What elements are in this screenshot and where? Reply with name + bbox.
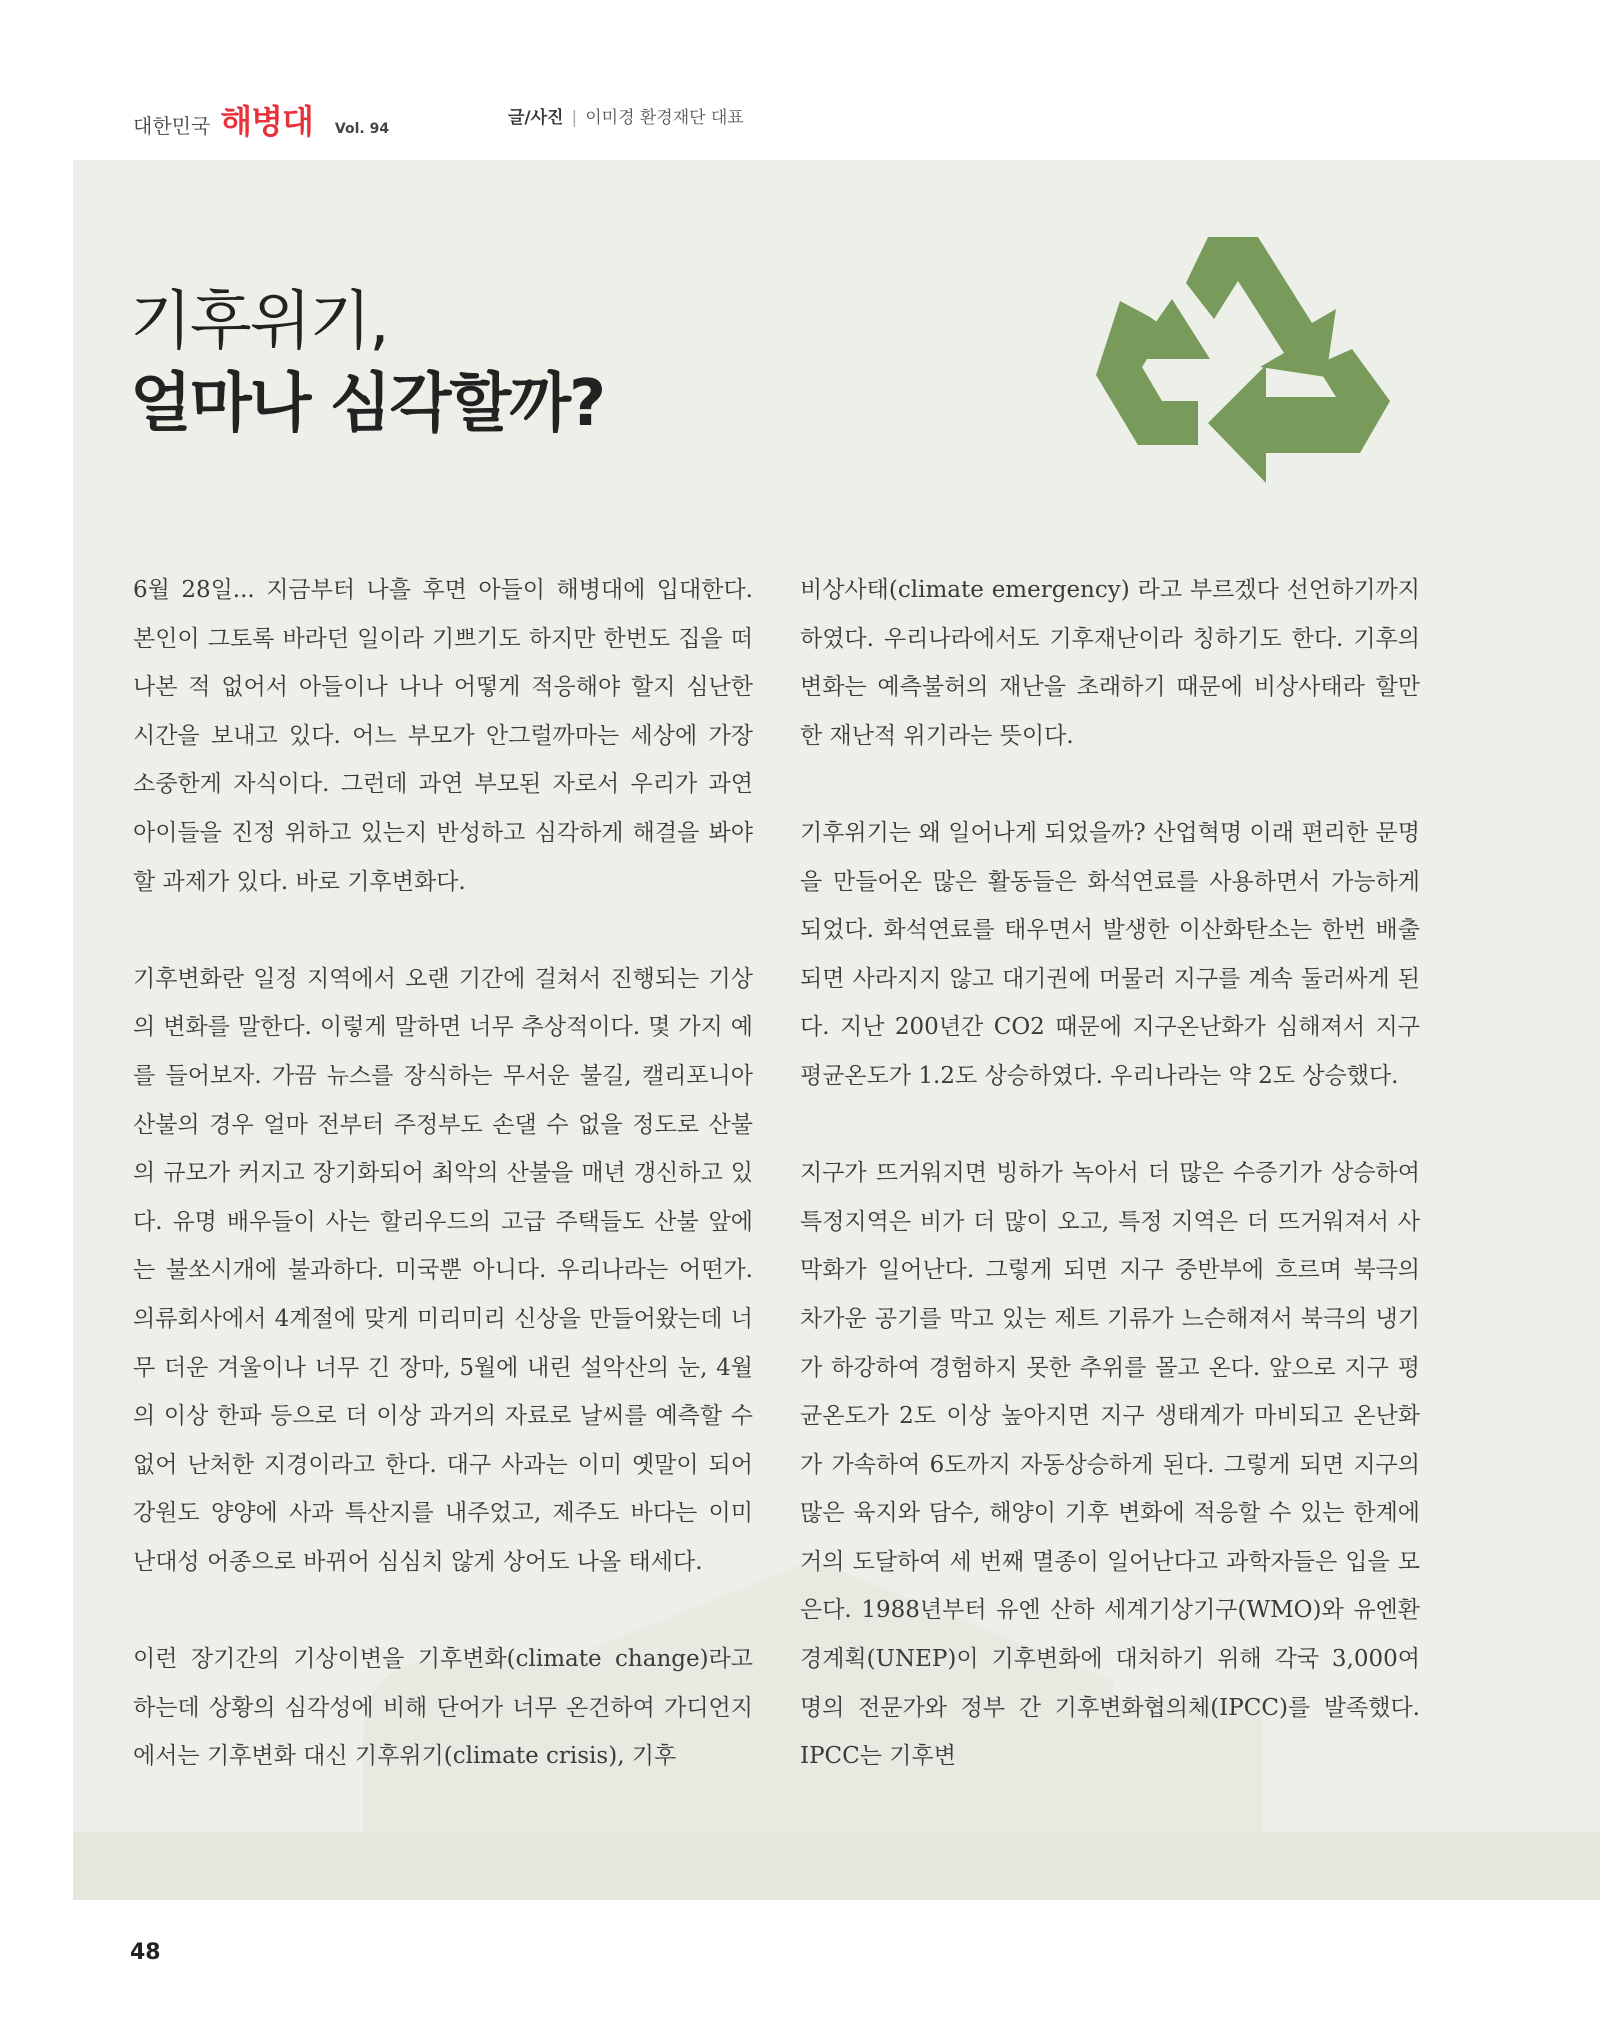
byline (508, 103, 744, 128)
title-line-1: 기후위기, (130, 285, 388, 359)
recycle-icon (1090, 225, 1410, 515)
byline-label: 글/사진 (508, 108, 564, 128)
volume-number: Vol. 94 (334, 121, 390, 137)
page-number: 48 (130, 1940, 161, 1965)
article-title (130, 282, 604, 444)
bottom-band (73, 1832, 1600, 1900)
paragraph: 기후변화란 일정 지역에서 오랜 기간에 걸쳐서 진행되는 기상의 변화를 말한다. 이렇게 말하면 너무 추상적이다. 몇 가지 예를 들어보자. 가끔 뉴스를 장식하는 무서운 불길, 캘리포니아 산불의 경우 얼마 전부터 주정부도 손댈 수 없을 정도로 산불의 규모가 커지고 장기화되어 최악의 산불을 매년 갱신하고 있다. 유명 배우들이 사는 할리우드의 고급 주택들도 산불 앞에는 불쏘시개에 불과하다. 미국뿐 아니다. 우리나라는 어떤가. 의류회사에서 4계절에 맞게 미리미리 신상을 만들어왔는데 너무 더운 겨울이나 너무 긴 장마, 5월에 내린 설악산의 눈, 4월의 이상 한파 등으로 더 이상 과거의 자료로 날씨를 예측할 수 없어 난처한 지경이라고 한다. 대구 사과는 이미 옛말이 되어 강원도 양양에 사과 특산지를 내주었고, 제주도 바다는 이미 난대성 어종으로 바뀌어 심심치 않게 상어도 나올 태세다. (133, 965, 753, 1575)
brand-prefix: 대한민국 (133, 114, 211, 138)
paragraph: 이런 장기간의 기상이변을 기후변화(climate change)라고 하는데 상황의 심각성에 비해 단어가 너무 온건하여 가디언지에서는 기후변화 대신 기후위기(climate crisis), 기후 (133, 1646, 753, 1770)
magazine-header (133, 96, 390, 141)
byline-separator: | (571, 108, 578, 128)
article-column-right (800, 566, 1420, 1829)
article-column-left (133, 566, 753, 1829)
brand-name: 해병대 (220, 102, 313, 141)
byline-author: 이미경 환경재단 대표 (585, 108, 744, 128)
paragraph: 6월 28일... 지금부터 나흘 후면 아들이 해병대에 입대한다. 본인이 그토록 바라던 일이라 기쁘기도 하지만 한번도 집을 떠나본 적 없어서 아들이나 나나 어떻게 적응해야 할지 심난한 시간을 보내고 있다. 어느 부모가 안그럴까마는 세상에 가장 소중한게 자식이다. 그런데 과연 부모된 자로서 우리가 과연 아이들을 진정 위하고 있는지 반성하고 심각하게 해결을 봐야 할 과제가 있다. 바로 기후변화다. (133, 577, 753, 895)
title-line-2: 얼마나 심각할까? (130, 367, 605, 441)
paragraph: 기후위기는 왜 일어나게 되었을까? 산업혁명 이래 편리한 문명을 만들어온 많은 활동들은 화석연료를 사용하면서 가능하게 되었다. 화석연료를 태우면서 발생한 이산화탄소는 한번 배출되면 사라지지 않고 대기권에 머물러 지구를 계속 둘러싸게 된다. 지난 200년간 CO2 때문에 지구온난화가 심해져서 지구 평균온도가 1.2도 상승하였다. 우리나라는 약 2도 상승했다. (800, 819, 1420, 1089)
paragraph: 비상사태(climate emergency) 라고 부르겠다 선언하기까지 하였다. 우리나라에서도 기후재난이라 칭하기도 한다. 기후의 변화는 예측불허의 재난을 초래하기 때문에 비상사태라 할만한 재난적 위기라는 뜻이다. (800, 577, 1420, 749)
paragraph: 지구가 뜨거워지면 빙하가 녹아서 더 많은 수증기가 상승하여 특정지역은 비가 더 많이 오고, 특정 지역은 더 뜨거워져서 사막화가 일어난다. 그렇게 되면 지구 중반부에 흐르며 북극의 차가운 공기를 막고 있는 제트 기류가 느슨해져서 북극의 냉기가 하강하여 경험하지 못한 추위를 몰고 온다. 앞으로 지구 평균온도가 2도 이상 높아지면 지구 생태계가 마비되고 온난화가 가속하여 6도까지 자동상승하게 된다. 그렇게 되면 지구의 많은 육지와 담수, 해양이 기후 변화에 적응할 수 있는 한계에 거의 도달하여 세 번째 멸종이 일어난다고 과학자들은 입을 모은다. 1988년부터 유엔 산하 세계기상기구(WMO)와 유엔환경계획(UNEP)이 기후변화에 대처하기 위해 각국 3,000여 명의 전문가와 정부 간 기후변화협의체(IPCC)를 발족했다. IPCC는 기후변 (800, 1160, 1420, 1770)
